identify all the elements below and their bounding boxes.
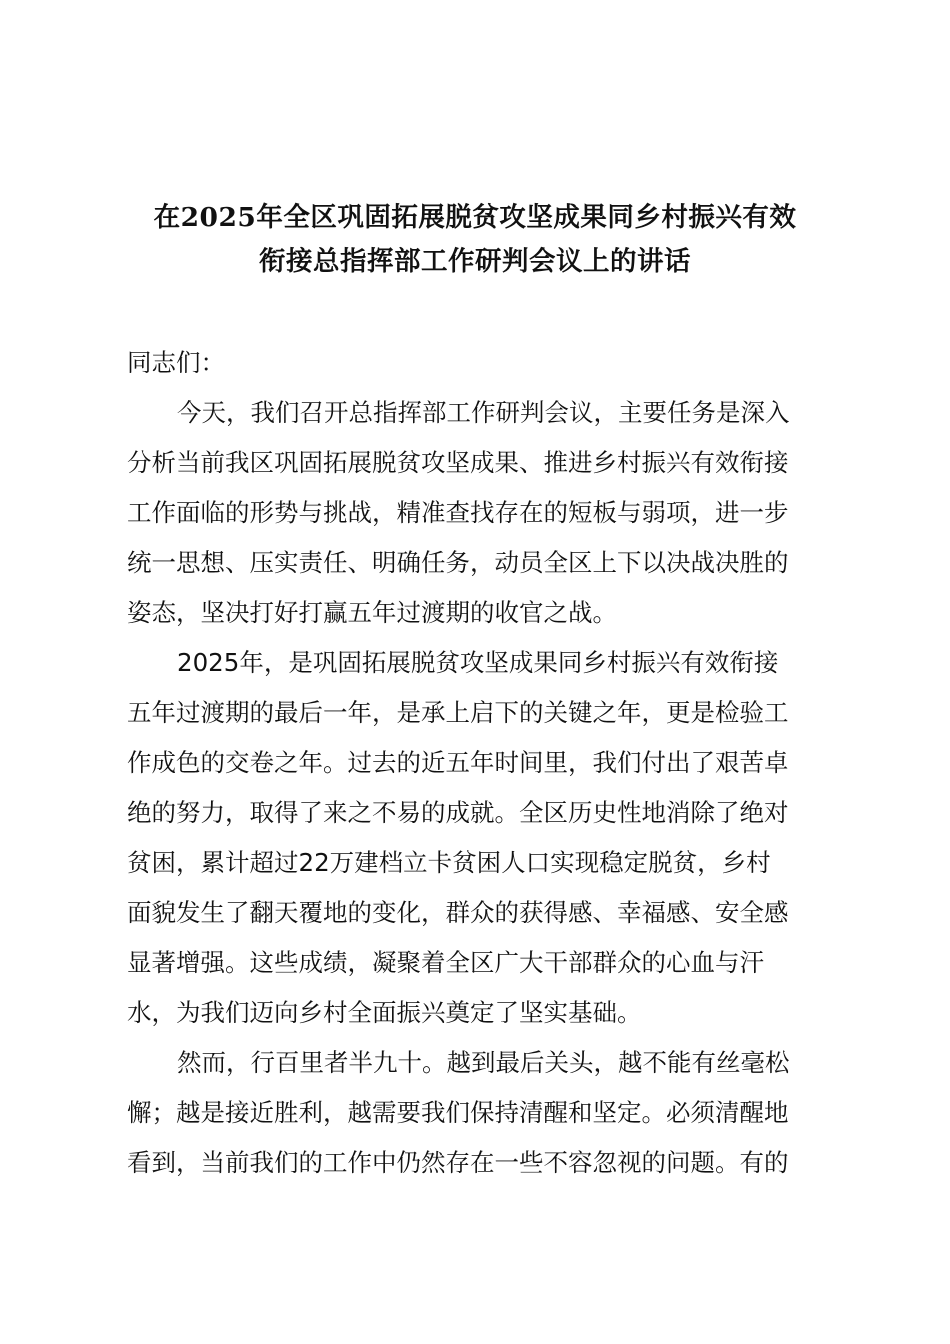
paragraph-2-line: 2025年，是巩固拓展脱贫攻坚成果同乡村振兴有效衔接 bbox=[177, 648, 779, 677]
paragraph-1-line: 统一思想、压实责任、明确任务，动员全区上下以决战决胜的 bbox=[127, 548, 789, 577]
paragraph-2-line: 水，为我们迈向乡村全面振兴奠定了坚实基础。 bbox=[127, 998, 642, 1027]
document-title bbox=[110, 196, 840, 284]
title-line: 在2025年全区巩固拓展脱贫攻坚成果同乡村振兴有效 bbox=[153, 202, 797, 233]
paragraph-2-line: 贫困，累计超过22万建档立卡贫困人口实现稳定脱贫，乡村 bbox=[127, 848, 771, 877]
paragraph-3-line: 看到，当前我们的工作中仍然存在一些不容忽视的问题。有的 bbox=[127, 1148, 789, 1177]
paragraph-2-line: 绝的努力，取得了来之不易的成就。全区历史性地消除了绝对 bbox=[127, 798, 789, 827]
paragraph-2-line: 面貌发生了翻天覆地的变化，群众的获得感、幸福感、安全感 bbox=[127, 898, 789, 927]
paragraph-1-line: 工作面临的形势与挑战，精准查找存在的短板与弱项，进一步 bbox=[127, 498, 789, 527]
title-line: 衔接总指挥部工作研判会议上的讲话 bbox=[259, 246, 691, 277]
paragraph-1-line: 今天，我们召开总指挥部工作研判会议，主要任务是深入 bbox=[177, 398, 790, 427]
paragraph-3-line: 然而，行百里者半九十。越到最后关头，越不能有丝毫松 bbox=[177, 1048, 790, 1077]
paragraph-1-line: 分析当前我区巩固拓展脱贫攻坚成果、推进乡村振兴有效衔接 bbox=[127, 448, 789, 477]
salutation: 同志们： bbox=[127, 348, 225, 377]
paragraph-2-line: 作成色的交卷之年。过去的近五年时间里，我们付出了艰苦卓 bbox=[127, 748, 789, 777]
document-body bbox=[127, 338, 827, 1188]
paragraph-2-line: 五年过渡期的最后一年，是承上启下的关键之年，更是检验工 bbox=[127, 698, 789, 727]
paragraph-2-line: 显著增强。这些成绩，凝聚着全区广大干部群众的心血与汗 bbox=[127, 948, 764, 977]
paragraph-1-line: 姿态，坚决打好打赢五年过渡期的收官之战。 bbox=[127, 598, 617, 627]
paragraph-3-line: 懈；越是接近胜利，越需要我们保持清醒和坚定。必须清醒地 bbox=[127, 1098, 789, 1127]
